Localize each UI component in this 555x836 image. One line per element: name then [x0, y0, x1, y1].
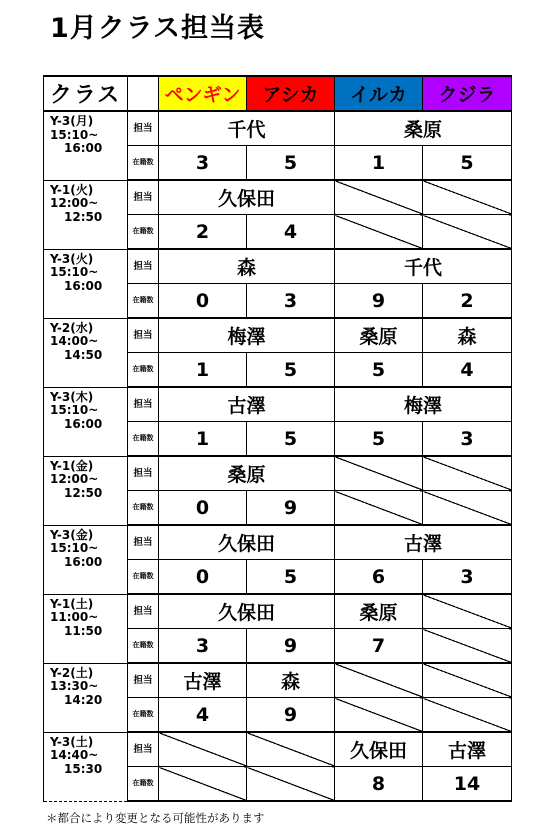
teacher-row [44, 318, 512, 353]
teacher-name: 桑原 [335, 111, 512, 146]
enrolled-label: 在籍数 [128, 491, 159, 526]
empty-slot [335, 180, 423, 215]
start-time: 15:10~ [50, 541, 99, 555]
teacher-name: 久保田 [335, 732, 423, 767]
teacher-label: 担当 [128, 594, 159, 629]
schedule-body [44, 76, 512, 801]
class-time-cell [44, 111, 128, 180]
enrolled-count: 6 [335, 560, 423, 595]
empty-slot [159, 732, 247, 767]
enrolled-label: 在籍数 [128, 767, 159, 802]
teacher-label: 担当 [128, 732, 159, 767]
teacher-name: 千代 [159, 111, 335, 146]
class-time-cell [44, 387, 128, 456]
class-code: Y-1(金) [50, 458, 94, 473]
end-time: 12:50 [64, 209, 103, 224]
enrolled-count: 3 [159, 146, 247, 181]
end-time: 16:00 [64, 554, 103, 569]
team-header-whale: クジラ [423, 76, 512, 111]
enrolled-count: 7 [335, 629, 423, 664]
teacher-name: 桑原 [159, 456, 335, 491]
header-row [44, 76, 512, 111]
empty-slot [335, 491, 423, 526]
teacher-label: 担当 [128, 249, 159, 284]
enrolled-count: 5 [335, 422, 423, 457]
enrolled-count: 1 [159, 353, 247, 388]
team-header-sea-lion: アシカ [247, 76, 335, 111]
enrolled-label: 在籍数 [128, 284, 159, 319]
end-time: 14:20 [64, 692, 103, 707]
class-code: Y-2(土) [50, 665, 94, 680]
teacher-label: 担当 [128, 387, 159, 422]
enrolled-count: 0 [159, 491, 247, 526]
empty-slot [423, 594, 512, 629]
teacher-label: 担当 [128, 663, 159, 698]
enrolled-count: 0 [159, 284, 247, 319]
start-time: 12:00~ [50, 472, 99, 486]
teacher-name: 久保田 [159, 525, 335, 560]
empty-slot [423, 180, 512, 215]
empty-slot [159, 767, 247, 802]
enrolled-label: 在籍数 [128, 353, 159, 388]
end-time: 12:50 [64, 485, 103, 500]
class-time-cell [44, 594, 128, 663]
teacher-name: 古澤 [335, 525, 512, 560]
teacher-name: 森 [247, 663, 335, 698]
teacher-name: 古澤 [159, 387, 335, 422]
end-time: 16:00 [64, 278, 103, 293]
teacher-name: 古澤 [159, 663, 247, 698]
empty-slot [335, 663, 423, 698]
teacher-name: 古澤 [423, 732, 512, 767]
enrolled-count: 4 [159, 698, 247, 733]
start-time: 15:10~ [50, 127, 99, 142]
class-code: Y-1(土) [50, 596, 94, 611]
empty-slot [335, 456, 423, 491]
class-code: Y-3(月) [50, 114, 94, 128]
teacher-row [44, 387, 512, 422]
class-schedule-table [43, 75, 512, 802]
enrolled-label: 在籍数 [128, 560, 159, 595]
enrolled-count: 9 [335, 284, 423, 319]
class-code: Y-1(火) [50, 182, 94, 197]
enrolled-count: 3 [423, 560, 512, 595]
start-time: 15:10~ [50, 403, 99, 417]
teacher-name: 梅澤 [159, 318, 335, 353]
class-code: Y-3(金) [50, 527, 94, 542]
empty-slot [335, 215, 423, 250]
enrolled-count: 3 [423, 422, 512, 457]
teacher-row [44, 180, 512, 215]
end-time: 14:50 [64, 347, 103, 362]
enrolled-count: 14 [423, 767, 512, 802]
empty-slot [423, 491, 512, 526]
footnote: ＊都合により変更となる可能性があります [46, 811, 265, 825]
team-header-dolphin: イルカ [335, 76, 423, 111]
class-time-cell [44, 318, 128, 387]
teacher-name: 桑原 [335, 594, 423, 629]
enrolled-count: 5 [423, 146, 512, 181]
teacher-label: 担当 [128, 525, 159, 560]
start-time: 14:40~ [50, 748, 99, 762]
enrolled-count: 9 [247, 629, 335, 664]
class-header: クラス [44, 76, 128, 111]
end-time: 16:00 [64, 416, 103, 431]
teacher-row [44, 594, 512, 629]
teacher-label: 担当 [128, 456, 159, 491]
enrolled-count: 2 [159, 215, 247, 250]
class-time-cell [44, 663, 128, 732]
class-code: Y-3(木) [50, 389, 94, 404]
teacher-row [44, 456, 512, 491]
class-time-cell [44, 180, 128, 249]
enrolled-count: 2 [423, 284, 512, 319]
class-time-cell [44, 525, 128, 594]
class-time-cell [44, 249, 128, 318]
empty-slot [423, 663, 512, 698]
end-time: 11:50 [64, 623, 103, 638]
enrolled-count: 3 [159, 629, 247, 664]
start-time: 15:10~ [50, 265, 99, 279]
teacher-row [44, 732, 512, 767]
class-code: Y-3(土) [50, 734, 94, 749]
teacher-name: 千代 [335, 249, 512, 284]
enrolled-count: 4 [423, 353, 512, 388]
enrolled-label: 在籍数 [128, 215, 159, 250]
empty-slot [335, 698, 423, 733]
enrolled-count: 4 [247, 215, 335, 250]
label-header-blank [128, 76, 159, 111]
teacher-row [44, 663, 512, 698]
teacher-name: 森 [159, 249, 335, 284]
enrolled-count: 5 [247, 353, 335, 388]
start-time: 11:00~ [50, 610, 99, 624]
empty-slot [423, 456, 512, 491]
enrolled-count: 9 [247, 698, 335, 733]
start-time: 13:30~ [50, 679, 99, 693]
enrolled-count: 8 [335, 767, 423, 802]
teacher-row [44, 525, 512, 560]
teacher-name: 久保田 [159, 594, 335, 629]
enrolled-count: 5 [247, 422, 335, 457]
enrolled-count: 0 [159, 560, 247, 595]
start-time: 14:00~ [50, 334, 99, 348]
enrolled-count: 1 [159, 422, 247, 457]
class-code: Y-3(火) [50, 251, 94, 266]
enrolled-count: 3 [247, 284, 335, 319]
enrolled-count: 5 [247, 146, 335, 181]
team-header-penguin: ペンギン [159, 76, 247, 111]
enrolled-label: 在籍数 [128, 146, 159, 181]
end-time: 16:00 [64, 141, 103, 155]
enrolled-label: 在籍数 [128, 698, 159, 733]
teacher-row [44, 111, 512, 146]
teacher-name: 梅澤 [335, 387, 512, 422]
enrolled-label: 在籍数 [128, 422, 159, 457]
empty-slot [423, 698, 512, 733]
enrolled-count: 9 [247, 491, 335, 526]
empty-slot [247, 732, 335, 767]
enrolled-count: 1 [335, 146, 423, 181]
class-code: Y-2(水) [50, 320, 94, 335]
class-time-cell [44, 732, 128, 801]
enrolled-count: 5 [247, 560, 335, 595]
enrolled-count: 5 [335, 353, 423, 388]
teacher-label: 担当 [128, 318, 159, 353]
start-time: 12:00~ [50, 196, 99, 210]
end-time: 15:30 [64, 761, 103, 776]
class-time-cell [44, 456, 128, 525]
empty-slot [423, 215, 512, 250]
enrolled-label: 在籍数 [128, 629, 159, 664]
teacher-name: 森 [423, 318, 512, 353]
page-title: 1月クラス担当表 [50, 13, 265, 44]
teacher-label: 担当 [128, 111, 159, 146]
teacher-row [44, 249, 512, 284]
teacher-name: 久保田 [159, 180, 335, 215]
teacher-label: 担当 [128, 180, 159, 215]
empty-slot [423, 629, 512, 664]
teacher-name: 桑原 [335, 318, 423, 353]
empty-slot [247, 767, 335, 802]
